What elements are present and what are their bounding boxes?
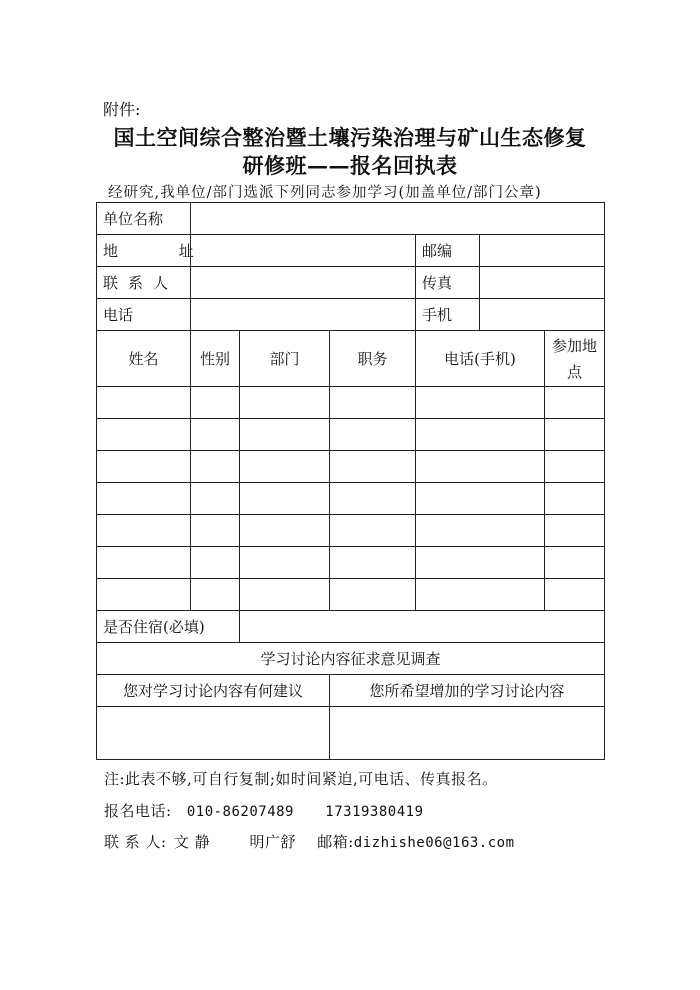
contact-name-1: 文 静: [173, 833, 211, 851]
wish-label: 您所希望增加的学习讨论内容: [330, 675, 605, 707]
email-label: 邮箱:: [317, 833, 354, 851]
attendee-position-cell[interactable]: [330, 515, 416, 547]
attendee-gender-cell[interactable]: [191, 547, 240, 579]
email-address[interactable]: dizhishe06@163.com: [353, 835, 515, 851]
attendee-position-cell[interactable]: [330, 579, 416, 611]
attendee-location-cell[interactable]: [545, 579, 605, 611]
attendee-row: [97, 483, 605, 515]
attendee-phone-mobile-cell[interactable]: [416, 515, 545, 547]
attendee-location-cell[interactable]: [545, 515, 605, 547]
mobile-label: 手机: [416, 299, 480, 331]
attendee-position-cell[interactable]: [330, 419, 416, 451]
attendee-row: [97, 515, 605, 547]
attendee-department-cell[interactable]: [240, 387, 330, 419]
unit-name-label: 单位名称: [97, 203, 191, 235]
accommodation-label: 是否住宿(必填): [97, 611, 240, 643]
attendee-location-cell[interactable]: [545, 387, 605, 419]
attendee-location-cell[interactable]: [545, 419, 605, 451]
contact-field[interactable]: [191, 267, 416, 299]
attendee-name-cell[interactable]: [97, 419, 191, 451]
attendee-gender-cell[interactable]: [191, 451, 240, 483]
attendee-name-cell[interactable]: [97, 451, 191, 483]
unit-name-field[interactable]: [191, 203, 605, 235]
attendee-phone-mobile-cell[interactable]: [416, 483, 545, 515]
attendee-position-cell[interactable]: [330, 483, 416, 515]
address-label: 地 址: [97, 235, 191, 267]
attendee-position-cell[interactable]: [330, 451, 416, 483]
registration-phone-line: [104, 800, 424, 821]
address-field[interactable]: [191, 235, 416, 267]
attendee-row: [97, 387, 605, 419]
attendee-department-cell[interactable]: [240, 515, 330, 547]
attendee-row: [97, 579, 605, 611]
reg-phone-label: 报名电话:: [104, 802, 172, 820]
attendee-gender-cell[interactable]: [191, 515, 240, 547]
attendee-location-cell[interactable]: [545, 547, 605, 579]
form-title-line2: 研修班——报名回执表: [242, 153, 458, 178]
attendee-phone-mobile-cell[interactable]: [416, 547, 545, 579]
attendee-gender-cell[interactable]: [191, 387, 240, 419]
attendee-gender-cell[interactable]: [191, 579, 240, 611]
attendee-name-cell[interactable]: [97, 515, 191, 547]
suggestion-field[interactable]: [97, 707, 330, 760]
note-text: 注:此表不够,可自行复制;如时间紧迫,可电话、传真报名。: [104, 770, 498, 788]
contact-name-2: 明广舒: [249, 833, 296, 851]
attendee-gender-cell[interactable]: [191, 483, 240, 515]
mobile-field[interactable]: [480, 299, 605, 331]
col-header-gender: 性别: [191, 331, 240, 387]
postcode-label: 邮编: [416, 235, 480, 267]
attendee-name-cell[interactable]: [97, 547, 191, 579]
wish-field[interactable]: [330, 707, 605, 760]
attendee-phone-mobile-cell[interactable]: [416, 419, 545, 451]
attendee-department-cell[interactable]: [240, 451, 330, 483]
attendee-row: [97, 419, 605, 451]
col-header-position: 职务: [330, 331, 416, 387]
intro-text: 经研究,我单位/部门选派下列同志参加学习(加盖单位/部门公章): [108, 185, 542, 201]
phone-label: 电话: [97, 299, 191, 331]
attendee-row: [97, 451, 605, 483]
col-header-department: 部门: [240, 331, 330, 387]
attendee-row: [97, 547, 605, 579]
suggestion-label: 您对学习讨论内容有何建议: [97, 675, 330, 707]
fax-label: 传真: [416, 267, 480, 299]
contact-person-label: 联 系 人:: [104, 833, 167, 851]
attendee-department-cell[interactable]: [240, 483, 330, 515]
phone-field[interactable]: [191, 299, 416, 331]
attendee-location-cell[interactable]: [545, 451, 605, 483]
registration-form-table: [96, 202, 605, 760]
col-header-name: 姓名: [97, 331, 191, 387]
accommodation-field[interactable]: [240, 611, 605, 643]
col-header-phone-mobile: 电话(手机): [416, 331, 545, 387]
attendee-name-cell[interactable]: [97, 387, 191, 419]
attendee-name-cell[interactable]: [97, 483, 191, 515]
fax-field[interactable]: [480, 267, 605, 299]
attendee-gender-cell[interactable]: [191, 419, 240, 451]
attendee-department-cell[interactable]: [240, 579, 330, 611]
col-header-location: 参加地点: [545, 331, 605, 387]
attendee-phone-mobile-cell[interactable]: [416, 387, 545, 419]
contact-line: [104, 831, 515, 852]
attendee-phone-mobile-cell[interactable]: [416, 579, 545, 611]
attendee-department-cell[interactable]: [240, 419, 330, 451]
form-title-line1: 国土空间综合整治暨土壤污染治理与矿山生态修复: [113, 125, 587, 150]
survey-title: 学习讨论内容征求意见调查: [97, 643, 605, 675]
postcode-field[interactable]: [480, 235, 605, 267]
attendee-name-cell[interactable]: [97, 579, 191, 611]
attendee-position-cell[interactable]: [330, 387, 416, 419]
reg-phone-2: 17319380419: [325, 804, 424, 820]
contact-label: 联系人: [97, 267, 191, 299]
reg-phone-1: 010-86207489: [186, 804, 294, 820]
attendee-department-cell[interactable]: [240, 547, 330, 579]
attendee-position-cell[interactable]: [330, 547, 416, 579]
attachment-label: 附件:: [103, 100, 141, 119]
attendee-location-cell[interactable]: [545, 483, 605, 515]
attendee-phone-mobile-cell[interactable]: [416, 451, 545, 483]
